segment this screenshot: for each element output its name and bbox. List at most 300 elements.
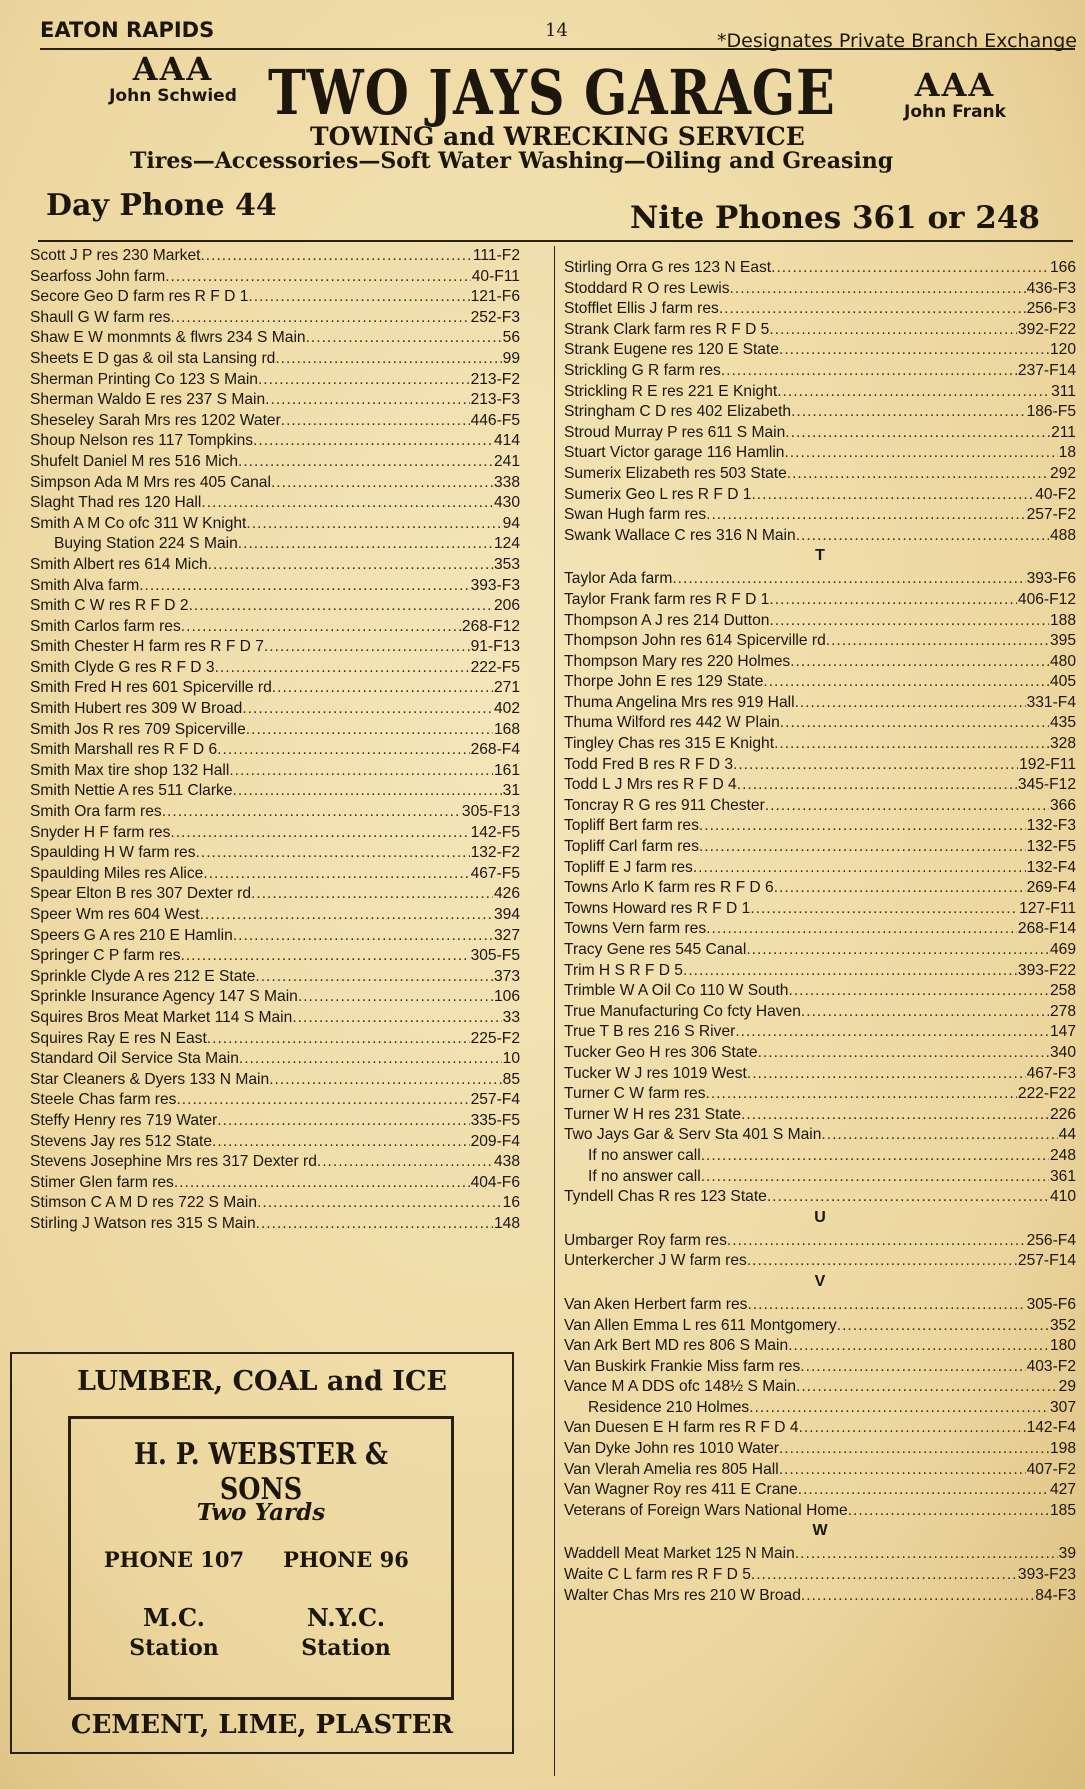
- listing-name: Taylor Frank farm res R F D 1: [564, 590, 770, 608]
- listing-row: [30, 246, 520, 267]
- listing-row: [30, 658, 520, 679]
- listing-row: [564, 878, 1076, 899]
- listing-phone: 328: [1049, 735, 1076, 753]
- listing-name: Tracy Gene res 545 Canal: [564, 941, 747, 958]
- leader-dots: [181, 617, 461, 638]
- listing-name: Stofflet Ellis J farm res: [564, 300, 719, 318]
- listing-phone: 147: [1049, 1023, 1076, 1041]
- listing-name: Van Vlerah Amelia res 805 Hall: [564, 1460, 779, 1478]
- leader-dots: [746, 940, 1049, 961]
- listing-name: Tingley Chas res 315 E Knight: [564, 735, 775, 753]
- listing-name: Steele Chas farm res: [30, 1091, 177, 1109]
- listing-name: Stringham C D res 402 Elizabeth: [564, 403, 792, 421]
- leader-dots: [837, 1316, 1049, 1337]
- listing-name: Shufelt Daniel M res 516 Mich: [30, 452, 239, 470]
- listing-name: Stroud Murray P res 611 S Main: [564, 423, 786, 441]
- leader-dots: [787, 464, 1049, 485]
- ad-phone-left: PHONE 107: [103, 1547, 245, 1572]
- leader-dots: [258, 370, 470, 391]
- listing-phone: 188: [1049, 611, 1076, 629]
- leader-dots: [265, 390, 469, 411]
- listing-name: Van Allen Emma L res 611 Montgomery: [564, 1316, 837, 1334]
- nite-phones: Nite Phones 361 or 248: [630, 200, 1040, 236]
- listing-row: [564, 258, 1076, 279]
- listing-row: [564, 734, 1076, 755]
- listing-phone: 480: [1049, 652, 1076, 670]
- listing-phone: 132-F4: [1026, 858, 1076, 876]
- leader-dots: [170, 308, 469, 329]
- day-phone: Day Phone 44: [46, 188, 277, 223]
- listing-row: [30, 1173, 520, 1194]
- listing-phone: 405: [1049, 673, 1076, 691]
- leader-dots: [174, 1173, 470, 1194]
- listing-phone: 305-F13: [461, 803, 520, 821]
- leader-dots: [672, 569, 1025, 590]
- listing-phone: 39: [1058, 1545, 1076, 1563]
- listing-name: Secore Geo D farm res R F D 1: [30, 288, 249, 306]
- listing-name: Topliff E J farm res: [564, 858, 693, 876]
- listing-row: [564, 1167, 1076, 1188]
- ad-yards: Two Yards: [196, 1499, 326, 1526]
- listing-row: [564, 837, 1076, 858]
- listing-name: If no answer call: [588, 1167, 701, 1185]
- listing-phone: 206: [493, 597, 520, 615]
- leader-dots: [788, 1336, 1049, 1357]
- listing-row: [30, 287, 520, 308]
- leader-dots: [269, 1070, 501, 1091]
- leader-dots: [774, 734, 1049, 755]
- services-tagline: Tires—Accessories—Soft Water Washing—Oiling and Greasing: [130, 148, 894, 174]
- listing-name: Thompson John res 614 Spicerville rd: [564, 632, 826, 650]
- listing-phone: 237-F14: [1017, 361, 1076, 379]
- listing-phone: 94: [502, 514, 520, 532]
- leader-dots: [256, 1214, 493, 1235]
- leader-dots: [796, 526, 1049, 547]
- leader-dots: [751, 1565, 1017, 1586]
- listing-row: [564, 1586, 1076, 1607]
- listing-row: [30, 1070, 520, 1091]
- leader-dots: [699, 816, 1026, 837]
- listing-phone: 305-F5: [470, 947, 520, 965]
- listing-row: [564, 961, 1076, 982]
- listing-phone: 258: [1049, 982, 1076, 1000]
- listing-row: [30, 617, 520, 638]
- listing-row: [564, 631, 1076, 652]
- listing-phone: 257-F4: [470, 1091, 520, 1109]
- listing-phone: 393-F6: [1026, 570, 1076, 588]
- leader-dots: [737, 775, 1017, 796]
- listing-phone: 404-F6: [470, 1173, 520, 1191]
- listing-phone: 142-F5: [470, 823, 520, 841]
- leader-dots: [200, 246, 471, 267]
- listing-name: Speers G A res 210 E Hamlin: [30, 926, 233, 944]
- ad-station-right: N.Y.C.: [306, 1603, 386, 1632]
- listing-row: [30, 1193, 520, 1214]
- listing-row: [564, 919, 1076, 940]
- listing-row: [564, 485, 1076, 506]
- listing-phone: 268-F4: [470, 741, 520, 759]
- listing-phone: 40-F2: [1035, 485, 1076, 503]
- ad-station-left-label: Station: [129, 1635, 219, 1661]
- listing-phone: 211: [1051, 423, 1076, 441]
- listing-row: [30, 926, 520, 947]
- leader-dots: [771, 258, 1049, 279]
- listing-name: Stevens Jay res 512 State: [30, 1132, 213, 1150]
- listing-name: Strickling R E res 221 E Knight: [564, 382, 778, 400]
- listing-name: Van Duesen E H farm res R F D 4: [564, 1419, 799, 1437]
- listing-phone: 352: [1049, 1316, 1076, 1334]
- listing-phone: 257-F2: [1026, 506, 1076, 524]
- towing-service: TOWING and WRECKING SERVICE: [310, 122, 805, 151]
- ad-top-line: LUMBER, COAL and ICE: [76, 1366, 448, 1397]
- ad-phone-right: PHONE 96: [283, 1547, 409, 1572]
- leader-dots: [706, 505, 1025, 526]
- leader-dots: [162, 802, 461, 823]
- listing-name: Todd L J Mrs res R F D 4: [564, 776, 737, 794]
- leader-dots: [208, 555, 493, 576]
- listing-row: [30, 864, 520, 885]
- listing-row: [564, 1043, 1076, 1064]
- listing-name: Sherman Waldo E res 237 S Main: [30, 391, 266, 409]
- listing-name: Swan Hugh farm res: [564, 506, 707, 524]
- listing-name: Spaulding H W farm res: [30, 844, 196, 862]
- section-letter: U: [814, 1208, 826, 1226]
- listing-name: Smith C W res R F D 2: [30, 597, 189, 615]
- listing-row: [564, 1146, 1076, 1167]
- listing-row: [564, 1105, 1076, 1126]
- listing-row: [564, 1064, 1076, 1085]
- leader-dots: [253, 431, 493, 452]
- leader-dots: [181, 946, 470, 967]
- listing-name: Turner W H res 231 State: [564, 1105, 742, 1123]
- listing-row: [30, 349, 520, 370]
- listing-row: [564, 1480, 1076, 1501]
- listing-row: [30, 1049, 520, 1070]
- listing-row: [564, 423, 1076, 444]
- leader-dots: [139, 576, 469, 597]
- listing-name: Veterans of Foreign Wars National Home: [564, 1501, 848, 1519]
- listing-phone: 252-F3: [470, 308, 520, 326]
- listing-name: Standard Oil Service Sta Main: [30, 1050, 239, 1068]
- leader-dots: [233, 926, 493, 947]
- leader-dots: [769, 590, 1017, 611]
- listing-phone: 438: [493, 1153, 520, 1171]
- listing-name: Tucker Geo H res 306 State: [564, 1043, 758, 1061]
- listing-phone: 331-F4: [1026, 693, 1076, 711]
- leader-dots: [721, 361, 1017, 382]
- listing-row: [30, 431, 520, 452]
- listing-phone: 198: [1049, 1440, 1076, 1458]
- section-letter: W: [812, 1522, 828, 1540]
- listing-phone: 222-F22: [1017, 1085, 1076, 1103]
- leader-dots: [750, 899, 1018, 920]
- listing-row: [564, 590, 1076, 611]
- listing-name: Towns Arlo K farm res R F D 6: [564, 879, 774, 897]
- listing-name: Steffy Henry res 719 Water: [30, 1111, 218, 1129]
- listing-phone: 33: [502, 1008, 520, 1026]
- listing-row: [564, 382, 1076, 403]
- left-listing-column: [30, 246, 520, 1235]
- leader-dots: [215, 658, 470, 679]
- leader-dots: [800, 1357, 1025, 1378]
- leader-dots: [683, 961, 1017, 982]
- listing-name: Sprinkle Clyde A res 212 E State: [30, 967, 256, 985]
- listing-name: Smith A M Co ofc 311 W Knight: [30, 514, 247, 532]
- page-number: 14: [545, 20, 568, 41]
- listing-row: [30, 370, 520, 391]
- leader-dots: [779, 1460, 1026, 1481]
- listing-phone: 142-F4: [1026, 1419, 1076, 1437]
- listing-row: [564, 1439, 1076, 1460]
- listing-phone: 366: [1049, 796, 1076, 814]
- listing-phone: 403-F2: [1026, 1357, 1076, 1375]
- right-listing-column: [564, 258, 1076, 1606]
- leader-dots: [246, 514, 501, 535]
- listing-row: [30, 720, 520, 741]
- leader-dots: [275, 349, 501, 370]
- leader-dots: [826, 631, 1049, 652]
- listing-name: Smith Alva farm: [30, 576, 140, 594]
- listing-row: [30, 514, 520, 535]
- listing-name: Stirling J Watson res 315 S Main: [30, 1214, 256, 1232]
- listing-name: Waddell Meat Market 125 N Main: [564, 1545, 795, 1563]
- listing-phone: 121-F6: [470, 288, 520, 306]
- listing-row: [564, 464, 1076, 485]
- listing-phone: 467-F3: [1026, 1064, 1076, 1082]
- listing-phone: 446-F5: [470, 411, 520, 429]
- listing-phone: 132-F2: [470, 844, 520, 862]
- leader-dots: [765, 796, 1049, 817]
- leader-dots: [701, 1146, 1049, 1167]
- aaa-right-text: AAA: [914, 66, 996, 104]
- listing-name: Unterkercher J W farm res: [564, 1252, 747, 1270]
- leader-dots: [751, 485, 1034, 506]
- listing-phone: 340: [1049, 1043, 1076, 1061]
- listing-phone: 271: [493, 679, 520, 697]
- ad-inner-box: [68, 1416, 454, 1700]
- column-divider: [554, 246, 555, 1776]
- listing-name: Stimson C A M D res 722 S Main: [30, 1194, 258, 1212]
- listing-phone: 99: [502, 349, 520, 367]
- listing-name: Squires Ray E res N East: [30, 1029, 207, 1047]
- leader-dots: [790, 652, 1049, 673]
- listing-name: Umbarger Roy farm res: [564, 1231, 727, 1249]
- leader-dots: [774, 878, 1026, 899]
- listing-row: [564, 775, 1076, 796]
- listing-phone: 166: [1049, 259, 1076, 276]
- leader-dots: [272, 678, 493, 699]
- listing-phone: 338: [493, 473, 520, 491]
- listing-name: Thuma Angelina Mrs res 919 Hall: [564, 693, 795, 711]
- listing-name: True Manufacturing Co fcty Haven: [564, 1002, 801, 1020]
- listing-phone: 467-F5: [470, 864, 520, 882]
- listing-row: [564, 340, 1076, 361]
- listing-phone: 127-F11: [1019, 899, 1076, 917]
- listing-name: Van Ark Bert MD res 806 S Main: [564, 1337, 789, 1355]
- listing-name: Star Cleaners & Dyers 133 N Main: [30, 1070, 270, 1088]
- leader-dots: [777, 382, 1050, 403]
- listing-name: Thompson Mary res 220 Holmes: [564, 652, 791, 670]
- listing-phone: 213-F2: [470, 370, 520, 388]
- leader-dots: [196, 843, 470, 864]
- listing-name: Thuma Wilford res 442 W Plain: [564, 714, 780, 732]
- listing-phone: 161: [493, 761, 520, 779]
- listing-phone: 257-F14: [1017, 1252, 1076, 1270]
- listing-row: [30, 884, 520, 905]
- listing-name: Smith Ora farm res: [30, 803, 162, 821]
- leader-dots: [848, 1501, 1049, 1522]
- pbx-note: *Designates Private Branch Exchange: [717, 30, 1077, 52]
- listing-phone: 395: [1049, 632, 1076, 650]
- leader-dots: [769, 611, 1049, 632]
- listing-name: Strickling G R farm res: [564, 361, 721, 379]
- listing-row: [30, 493, 520, 514]
- listing-row: [564, 361, 1076, 382]
- listing-name: Scott J P res 230 Market: [30, 247, 201, 264]
- listing-row: [30, 1152, 520, 1173]
- listing-phone: 335-F5: [470, 1111, 520, 1129]
- leader-dots: [763, 672, 1049, 693]
- leader-dots: [233, 781, 502, 802]
- listing-row: [30, 1111, 520, 1132]
- listing-row: [564, 1002, 1076, 1023]
- listing-phone: 148: [493, 1214, 520, 1232]
- listing-phone: 209-F4: [470, 1132, 520, 1150]
- aaa-badge-left: [88, 52, 258, 106]
- listing-row: [564, 1251, 1076, 1272]
- listing-name: Swank Wallace C res 316 N Main: [564, 526, 796, 544]
- leader-dots: [758, 1043, 1049, 1064]
- listing-phone: 435: [1049, 714, 1076, 732]
- listing-name: Smith Hubert res 309 W Broad: [30, 700, 243, 718]
- listing-name: Simpson Ada M Mrs res 405 Canal: [30, 473, 271, 491]
- listing-phone: 225-F2: [470, 1029, 520, 1047]
- listing-row: [564, 299, 1076, 320]
- listing-row: [564, 1501, 1076, 1522]
- listing-row: [30, 761, 520, 782]
- listing-row: [564, 1187, 1076, 1208]
- listing-phone: 185: [1049, 1501, 1076, 1519]
- listing-row: [30, 1214, 520, 1235]
- listing-phone: 256-F3: [1026, 300, 1076, 318]
- listing-row: [30, 678, 520, 699]
- listing-name: Turner C W farm res: [564, 1085, 706, 1103]
- leader-dots: [780, 713, 1049, 734]
- ad-bottom-line: CEMENT, LIME, PLASTER: [70, 1710, 454, 1740]
- listing-row: [564, 443, 1076, 464]
- leader-dots: [798, 1480, 1049, 1501]
- listing-name: Van Aken Herbert farm res: [564, 1295, 748, 1313]
- leader-dots: [298, 987, 493, 1008]
- listing-phone: 186-F5: [1026, 403, 1076, 421]
- listing-phone: 16: [502, 1194, 520, 1212]
- listing-phone: 44: [1058, 1126, 1076, 1144]
- listing-phone: 124: [493, 535, 520, 553]
- listing-row: [30, 699, 520, 720]
- leader-dots: [801, 1586, 1034, 1607]
- leader-dots: [730, 279, 1026, 300]
- listing-phone: 394: [493, 906, 520, 923]
- leader-dots: [719, 299, 1026, 320]
- listing-phone: 392-F22: [1017, 320, 1076, 338]
- listing-phone: 226: [1049, 1105, 1076, 1123]
- listing-row: [564, 320, 1076, 341]
- listing-name: Smith Albert res 614 Mich: [30, 555, 208, 573]
- leader-dots: [779, 1439, 1049, 1460]
- listing-name: Waite C L farm res R F D 5: [564, 1566, 751, 1584]
- listing-name: Sheseley Sarah Mrs res 1202 Water: [30, 411, 281, 429]
- listing-phone: 488: [1049, 526, 1076, 544]
- listing-row: [564, 1084, 1076, 1105]
- listing-phone: 269-F4: [1026, 879, 1076, 897]
- listing-row: [30, 905, 520, 926]
- listing-name: Strank Eugene res 120 E State: [564, 341, 779, 359]
- leader-dots: [238, 534, 493, 555]
- listing-row: [564, 279, 1076, 300]
- leader-dots: [246, 720, 493, 741]
- listing-row: [564, 981, 1076, 1002]
- listing-name: Speer Wm res 604 West: [30, 906, 200, 923]
- listing-row: [30, 967, 520, 988]
- leader-dots: [706, 1084, 1017, 1105]
- listing-row: [30, 596, 520, 617]
- listing-phone: 311: [1051, 382, 1076, 400]
- listing-name: Towns Howard res R F D 1: [564, 899, 751, 917]
- listing-phone: 393-F23: [1017, 1566, 1076, 1584]
- listing-name: Walter Chas Mrs res 210 W Broad: [564, 1586, 801, 1604]
- leader-dots: [306, 328, 502, 349]
- listing-name: Two Jays Gar & Serv Sta 401 S Main: [564, 1126, 822, 1144]
- listing-name: Smith Nettie A res 511 Clarke: [30, 782, 233, 800]
- listing-row: [564, 402, 1076, 423]
- listing-phone: 268-F14: [1017, 920, 1076, 938]
- listing-row: [564, 652, 1076, 673]
- leader-dots: [217, 740, 469, 761]
- leader-dots: [747, 1064, 1026, 1085]
- listing-phone: 18: [1058, 444, 1076, 462]
- leader-dots: [239, 1049, 502, 1070]
- listing-row: [30, 1090, 520, 1111]
- listing-row: [30, 1132, 520, 1153]
- leader-dots: [271, 473, 493, 494]
- leader-dots: [317, 1152, 493, 1173]
- leader-dots: [257, 1193, 502, 1214]
- leader-dots: [701, 1167, 1049, 1188]
- listing-row: [564, 672, 1076, 693]
- listing-row: [564, 899, 1076, 920]
- listing-name: Stirling Orra G res 123 N East: [564, 259, 772, 276]
- leader-dots: [200, 905, 493, 926]
- listing-phone: 241: [493, 452, 520, 470]
- leader-dots: [281, 411, 470, 432]
- listing-phone: 407-F2: [1026, 1460, 1076, 1478]
- listing-phone: 430: [493, 494, 520, 512]
- listing-phone: 305-F6: [1026, 1295, 1076, 1313]
- listing-row: [564, 1295, 1076, 1316]
- listing-row: [564, 940, 1076, 961]
- listing-row: [564, 1357, 1076, 1378]
- leader-dots: [165, 267, 471, 288]
- listing-row: [30, 637, 520, 658]
- garage-title: TWO JAYS GARAGE: [268, 56, 836, 129]
- ad-company: H. P. WEBSTER & SONS: [133, 1437, 389, 1507]
- listing-name: Smith Clyde G res R F D 3: [30, 658, 215, 676]
- listing-phone: 278: [1049, 1002, 1076, 1020]
- listing-phone: 10: [502, 1050, 520, 1068]
- listing-name: Residence 210 Holmes: [588, 1398, 750, 1416]
- listing-row: [564, 796, 1076, 817]
- listing-name: Thorpe John E res 129 State: [564, 673, 764, 691]
